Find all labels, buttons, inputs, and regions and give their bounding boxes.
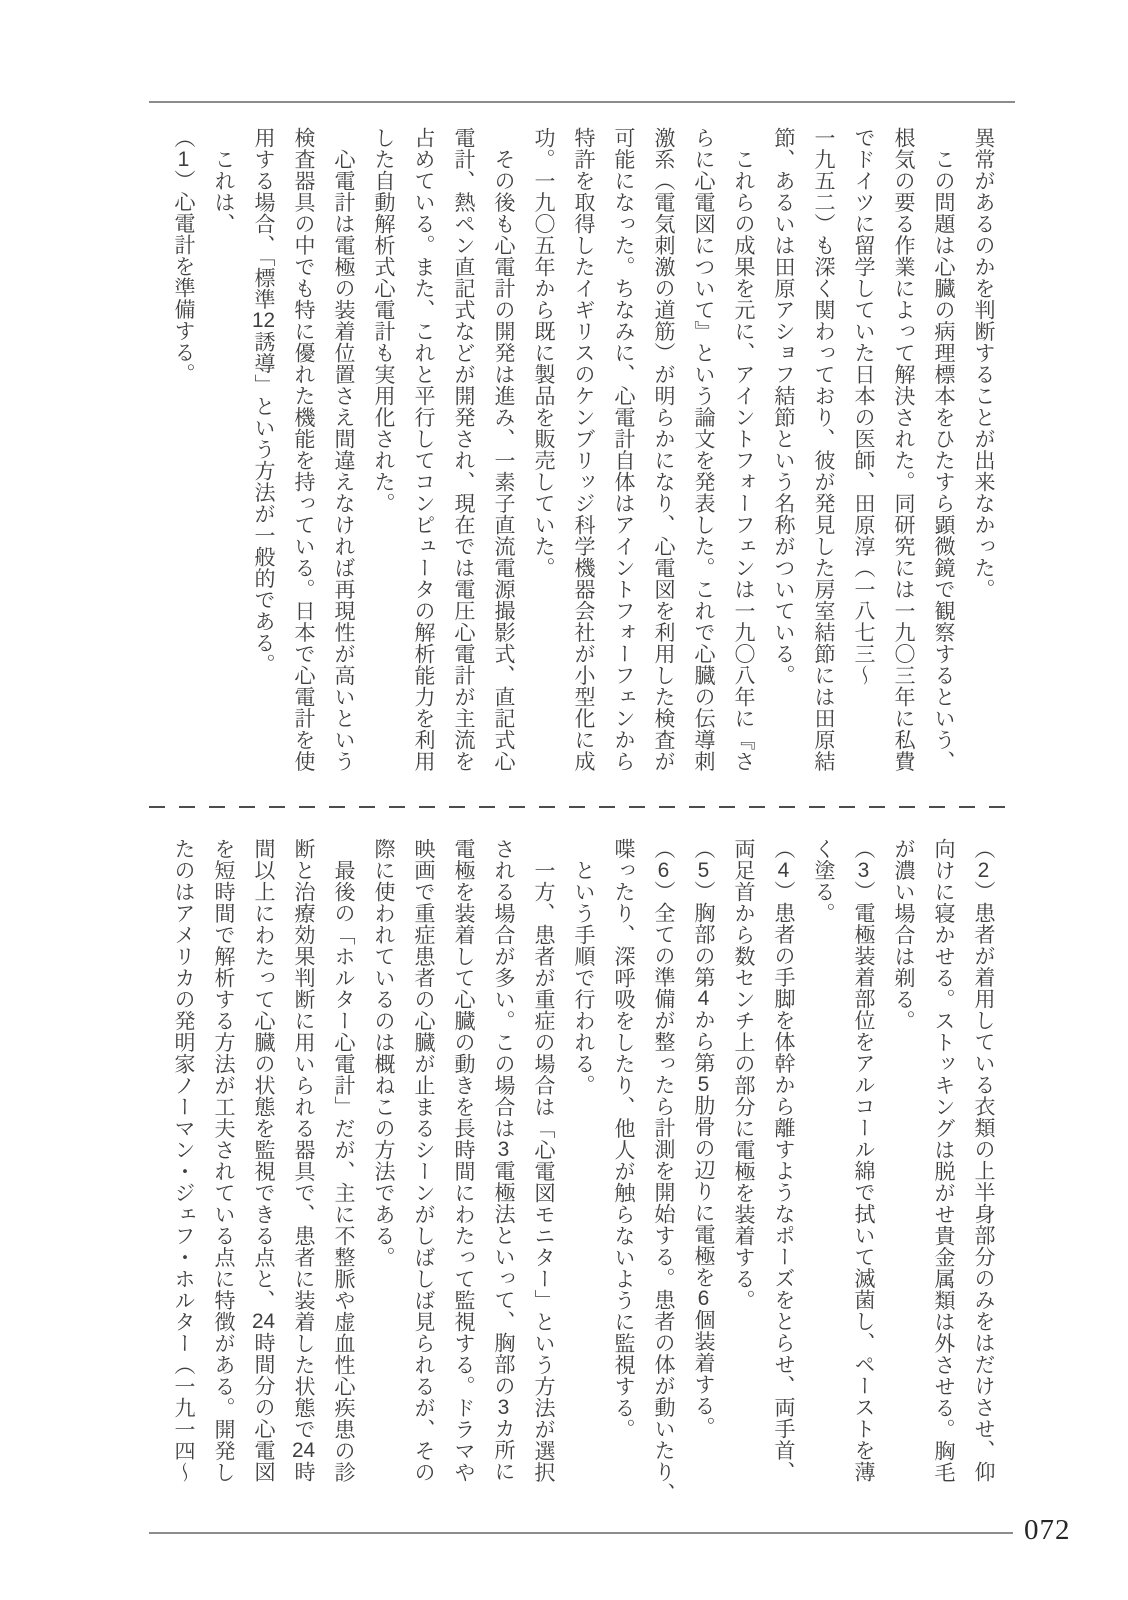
text-column: 節、あるいは田原アショフ結節という名称がついている。	[772, 127, 795, 686]
inline-number: 4	[697, 988, 710, 1009]
inline-number: 3	[497, 1396, 510, 1418]
text-column: この問題は心臓の病理標本をひたすら顕微鏡で観察するという、	[932, 127, 955, 772]
text-column: 喋ったり、深呼吸をしたり、他人が触らないように監視する。	[612, 838, 635, 1440]
text-column: 特許を取得したイギリスのケンブリッジ科学機器会社が小型化に成	[572, 127, 595, 772]
text-column: 断と治療効果判断に用いられる器具で、患者に装着した状態で24時	[291, 838, 316, 1483]
inline-number: 6	[657, 859, 670, 881]
text-column: 両足首から数センチ上の部分に電極を装着する。	[732, 838, 755, 1311]
inline-number: 24	[291, 1440, 316, 1461]
text-column: 根気の要る作業によって解決された。同研究には一九〇三年に私費	[892, 127, 915, 772]
text-column: たのはアメリカの発明家ノーマン・ジェフ・ホルター（一九一四〜	[172, 838, 195, 1483]
section-divider	[149, 806, 1015, 808]
text-column: 最後の「ホルター心電計」だが、主に不整脈や虚血性心疾患の診	[332, 838, 355, 1483]
text-column: 際に使われているのは概ねこの方法である。	[372, 838, 395, 1268]
text-column: 功。一九〇五年から既に製品を販売していた。	[532, 127, 555, 579]
inline-number: 2	[977, 859, 990, 881]
text-column: 異常があるのかを判断することが出来なかった。	[972, 127, 995, 600]
section-ecg-history	[163, 127, 1003, 779]
text-column: その後も心電計の開発は進み、一素子直流電源撮影式、直記式心	[492, 127, 515, 772]
text-column: 電極を装着して心臓の動きを長時間にわたって監視する。ドラマや	[452, 838, 475, 1483]
text-column: これらの成果を元に、アイントフォーフェンは一九〇八年に『さ	[732, 127, 755, 772]
text-column: （6）全ての準備が整ったら計測を開始する。患者の体が動いたり、	[652, 838, 675, 1504]
text-column: した自動解析式心電計も実用化された。	[372, 127, 395, 514]
text-column: 一方、患者が重症の場合は「心電図モニター」という方法が選択	[532, 838, 555, 1483]
text-column: 検査器具の中でも特に優れた機能を持っている。日本で心電計を使	[292, 127, 315, 772]
text-column: 可能になった。ちなみに、心電計自体はアイントフォーフェンから	[612, 127, 635, 772]
text-column: 一九五二）も深く関わっており、彼が発見した房室結節には田原結	[812, 127, 835, 772]
header-rule	[149, 101, 1015, 103]
text-column: でドイツに留学していた日本の医師、田原淳（一八七三〜	[852, 127, 875, 686]
text-column: 映画で重症患者の心臓が止まるシーンがしばしば見られるが、その	[412, 838, 435, 1483]
text-column: が濃い場合は剃る。	[892, 838, 915, 1032]
text-column: される場合が多い。この場合は3電極法といって、胸部の3カ所に	[492, 838, 515, 1482]
text-column: を短時間で解析する方法が工夫されている点に特徴がある。開発し	[212, 838, 235, 1483]
text-column: （3）電極装着部位をアルコール綿で拭いて滅菌し、ペーストを薄	[852, 838, 875, 1483]
text-column: これは、	[212, 127, 235, 235]
text-column: という手順で行われる。	[572, 838, 595, 1096]
text-column: 間以上にわたって心臓の状態を監視できる点と、24時間分の心電図	[251, 838, 276, 1483]
text-column: く塗る。	[812, 838, 835, 924]
inline-number: 1	[177, 148, 190, 170]
page-number: 072	[1024, 1514, 1071, 1546]
inline-number: 5	[697, 859, 710, 881]
text-column: 向けに寝かせる。ストッキングは脱がせ貴金属類は外させる。胸毛	[932, 838, 955, 1483]
text-column: 激系（電気刺激の道筋）が明らかになり、心電図を利用した検査が	[652, 127, 675, 772]
inline-number: 4	[777, 859, 790, 881]
section-ecg-procedure	[163, 838, 1003, 1514]
inline-number: 3	[497, 1139, 510, 1160]
text-column: （4）患者の手脚を体幹から離すようなポーズをとらせ、両手首、	[772, 838, 795, 1483]
text-column: 占めている。また、これと平行してコンピュータの解析能力を利用	[412, 127, 435, 772]
text-column: 用する場合、「標準12誘導」という方法が一般的である。	[251, 127, 276, 675]
inline-number: 12	[251, 310, 276, 331]
text-column: らに心電図について』という論文を発表した。これで心臓の伝導刺	[692, 127, 715, 772]
footer-rule	[149, 1532, 1013, 1534]
text-column: 電計、熱ペン直記式などが開発され、現在では電圧心電計が主流を	[452, 127, 475, 772]
text-column: （5）胸部の第4から第5肋骨の辺りに電極を6個装着する。	[692, 838, 715, 1438]
inline-number: 3	[857, 859, 870, 881]
inline-number: 24	[251, 1311, 276, 1332]
text-column: （1）心電計を準備する。	[172, 127, 195, 385]
inline-number: 5	[697, 1073, 710, 1095]
inline-number: 6	[697, 1288, 710, 1309]
text-column: 心電計は電極の装着位置さえ間違えなければ再現性が高いという	[332, 127, 355, 772]
text-column: （2）患者が着用している衣類の上半身部分のみをはだけさせ、仰	[972, 838, 995, 1483]
